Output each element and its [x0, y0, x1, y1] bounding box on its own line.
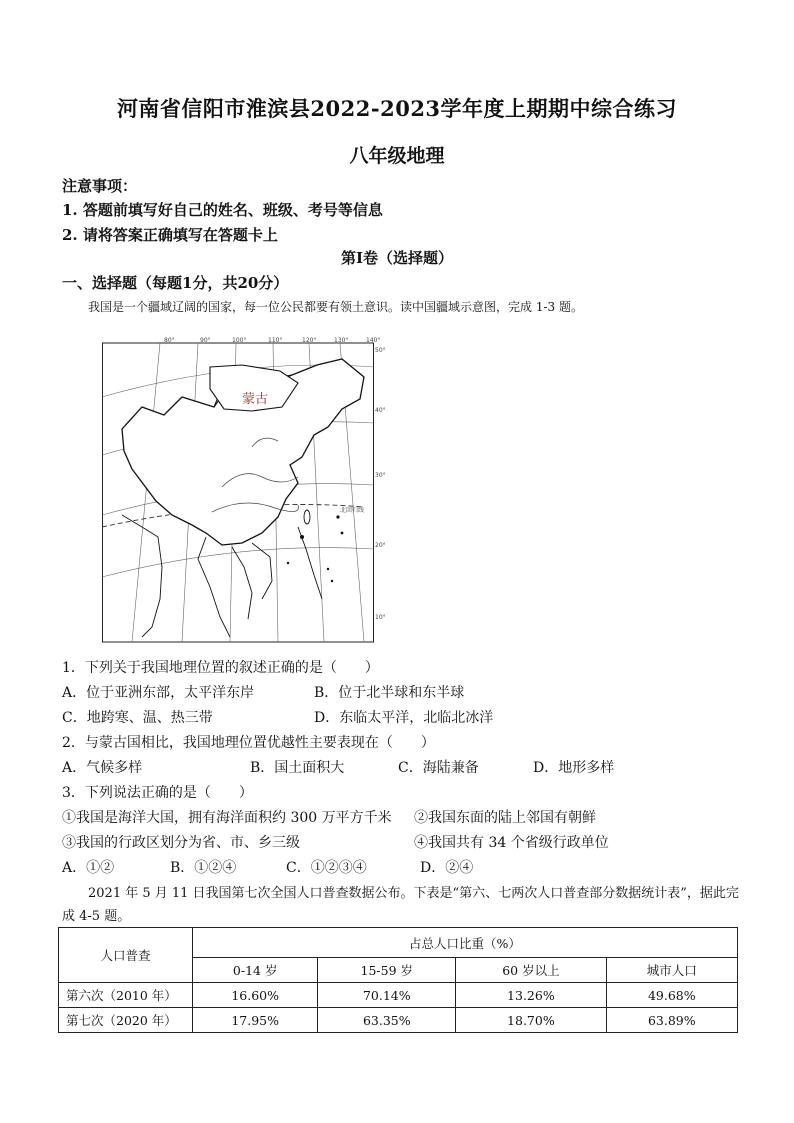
question-1-option-b[interactable]: B．位于北半球和东半球 — [314, 685, 465, 701]
table-row-label: 第七次（2020 年） — [59, 1008, 193, 1033]
table-row — [59, 1008, 738, 1033]
table-column-header: 0-14 岁 — [193, 958, 318, 983]
tropic-label: 北回归线 — [340, 507, 365, 514]
note-item-1: 1. 答题前填写好自己的姓名、班级、考号等信息 — [62, 201, 383, 219]
table-column-header: 60 岁以上 — [456, 958, 606, 983]
question-1-option-a[interactable]: A．位于亚洲东部，太平洋东岸 — [62, 685, 255, 701]
table-cell: 18.70% — [456, 1008, 606, 1033]
note-item-2: 2. 请将答案正确填写在答题卡上 — [62, 226, 278, 244]
question-1-option-d[interactable]: D．东临太平洋，北临北冰洋 — [314, 710, 494, 726]
china-territory-map — [102, 337, 386, 643]
table-cell: 70.14% — [318, 983, 456, 1008]
question-3-statement-3: ③我国的行政区划分为省、市、乡三级 — [62, 835, 300, 851]
mongolia-label: 蒙古 — [242, 392, 269, 407]
census-table — [58, 927, 738, 1033]
table-column-header: 城市人口 — [606, 958, 737, 983]
lon-label: 110° — [268, 337, 283, 344]
question-3-statement-4: ④我国共有 34 个省级行政单位 — [414, 835, 609, 851]
question-3-option-d[interactable]: D．②④ — [420, 860, 474, 876]
question-2-option-d[interactable]: D．地形多样 — [533, 760, 615, 776]
notes-heading: 注意事项： — [62, 177, 138, 195]
question-3-option-c[interactable]: C．①②③④ — [286, 860, 367, 876]
lat-label: 40° — [375, 407, 386, 414]
question-2-option-a[interactable]: A．气候多样 — [62, 760, 143, 776]
question-3-option-a[interactable]: A．①② — [62, 860, 115, 876]
lat-label: 10° — [375, 614, 386, 621]
table-row — [59, 983, 738, 1008]
question-3-statement-1: ①我国是海洋大国，拥有海洋面积约 300 万平方千米 — [62, 810, 392, 826]
lon-label: 80° — [164, 337, 175, 344]
lon-label: 120° — [302, 337, 317, 344]
table-group-header: 占总人口比重（%） — [193, 928, 738, 958]
table-column-header: 15-59 岁 — [318, 958, 456, 983]
lon-label: 130° — [334, 337, 349, 344]
lat-label: 50° — [375, 347, 386, 354]
section-title: 第I卷（选择题） — [340, 249, 454, 267]
table-header-row — [59, 928, 738, 958]
part-title: 一、选择题（每题1分，共20分） — [62, 274, 289, 292]
table-cell: 16.60% — [193, 983, 318, 1008]
table-cell: 63.35% — [318, 1008, 456, 1033]
table-row-label: 第六次（2010 年） — [59, 983, 193, 1008]
question-2-option-b[interactable]: B．国土面积大 — [250, 760, 345, 776]
table-corner-header: 人口普查 — [59, 928, 193, 983]
question-3-statement-2: ②我国东面的陆上邻国有朝鲜 — [414, 810, 596, 826]
question-1-option-c[interactable]: C．地跨寒、温、热三带 — [62, 710, 213, 726]
table-cell: 13.26% — [456, 983, 606, 1008]
intro-text: 我国是一个疆域辽阔的国家，每一位公民都要有领土意识。读中国疆域示意图，完成 1-3 题。 — [88, 300, 583, 314]
page-title: 河南省信阳市淮滨县2022-2023学年度上期期中综合练习 — [116, 96, 678, 121]
question-2-stem: 2．与蒙古国相比，我国地理位置优越性主要表现在（ ） — [62, 735, 435, 751]
table-cell: 63.89% — [606, 1008, 737, 1033]
lon-label: 90° — [200, 337, 211, 344]
question-3-option-b[interactable]: B．①②④ — [170, 860, 237, 876]
table-cell: 17.95% — [193, 1008, 318, 1033]
question-2-option-c[interactable]: C．海陆兼备 — [398, 760, 479, 776]
lon-label: 140° — [366, 337, 381, 344]
question-3-stem: 3．下列说法正确的是（ ） — [62, 785, 253, 801]
table-cell: 49.68% — [606, 983, 737, 1008]
page-subtitle: 八年级地理 — [349, 145, 445, 167]
passage-text: 2021 年 5 月 11 日我国第七次全国人口普查数据公布。下表是“第六、七两次人口普查部分数据统计表”，据此完成 4-5 题。 — [62, 886, 739, 924]
lat-label: 30° — [375, 472, 386, 479]
question-1-stem: 1．下列关于我国地理位置的叙述正确的是（ ） — [62, 660, 379, 676]
lat-label: 20° — [375, 542, 386, 549]
lon-label: 100° — [232, 337, 247, 344]
